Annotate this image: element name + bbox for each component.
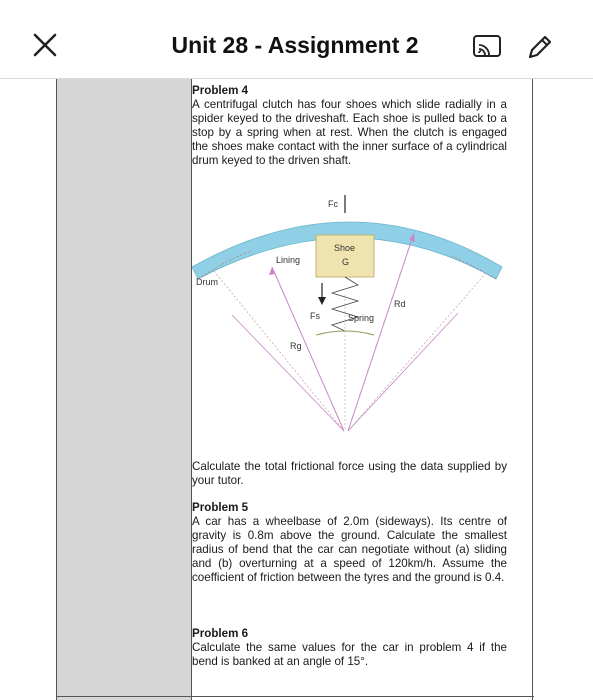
rg-line [272, 267, 344, 431]
spoke-right [348, 313, 458, 431]
problem5-block [192, 501, 507, 585]
label-rg: Rg [290, 341, 302, 351]
close-icon[interactable] [30, 30, 60, 60]
problem6-title: Problem 6 [192, 627, 249, 640]
gray-margin-column [56, 79, 192, 700]
document-page[interactable] [0, 79, 593, 700]
problem4-calc: Calculate the total frictional force using the data supplied by your tutor. [192, 460, 507, 487]
problem5-title: Problem 5 [192, 501, 249, 514]
label-rd: Rd [394, 299, 406, 309]
dotted-radius-left [214, 271, 344, 431]
label-fs: Fs [310, 311, 320, 321]
problem4-title: Problem 4 [192, 84, 249, 97]
label-g: G [342, 257, 350, 267]
cast-icon[interactable] [472, 34, 502, 60]
problem4-block [192, 84, 507, 168]
page-title: Unit 28 - Assignment 2 [171, 32, 419, 58]
label-spring: Spring [348, 313, 375, 323]
problem6-block [192, 627, 507, 669]
label-shoe: Shoe [334, 243, 356, 253]
shoe-block [316, 235, 374, 277]
right-border [532, 79, 533, 700]
bottom-line [56, 696, 534, 697]
problem6-body: Calculate the same values for the car in problem 4 if the bend is banked at an angle of 15°. [192, 641, 507, 668]
label-fc: Fc [328, 199, 338, 209]
problem5-body: A car has a wheelbase of 2.0m (sideways). Its centre of gravity is 0.8m above the ground. Calculate the smallest radius of bend that the car can negotiate without (a) sliding and (b) overturning at a speed of 120km/h. Assume the coefficient of friction between the tyres and the ground is 0.4. [192, 515, 507, 584]
label-lining: Lining [276, 255, 301, 265]
dotted-radius-right [348, 273, 486, 431]
pencil-icon[interactable] [522, 30, 556, 64]
problem4-body: A centrifugal clutch has four shoes which slide radially in a spider keyed to the driveshaft. Each shoe is pulled back to a stop by a spring when at rest. When the clutch is engaged the shoes make contact with the inner surface of a cylindrical drum keyed to the driven shaft. [192, 98, 507, 167]
label-drum: Drum [196, 277, 218, 287]
top-bar [0, 0, 593, 79]
fs-arrowhead [318, 297, 326, 305]
clutch-diagram [192, 195, 512, 459]
